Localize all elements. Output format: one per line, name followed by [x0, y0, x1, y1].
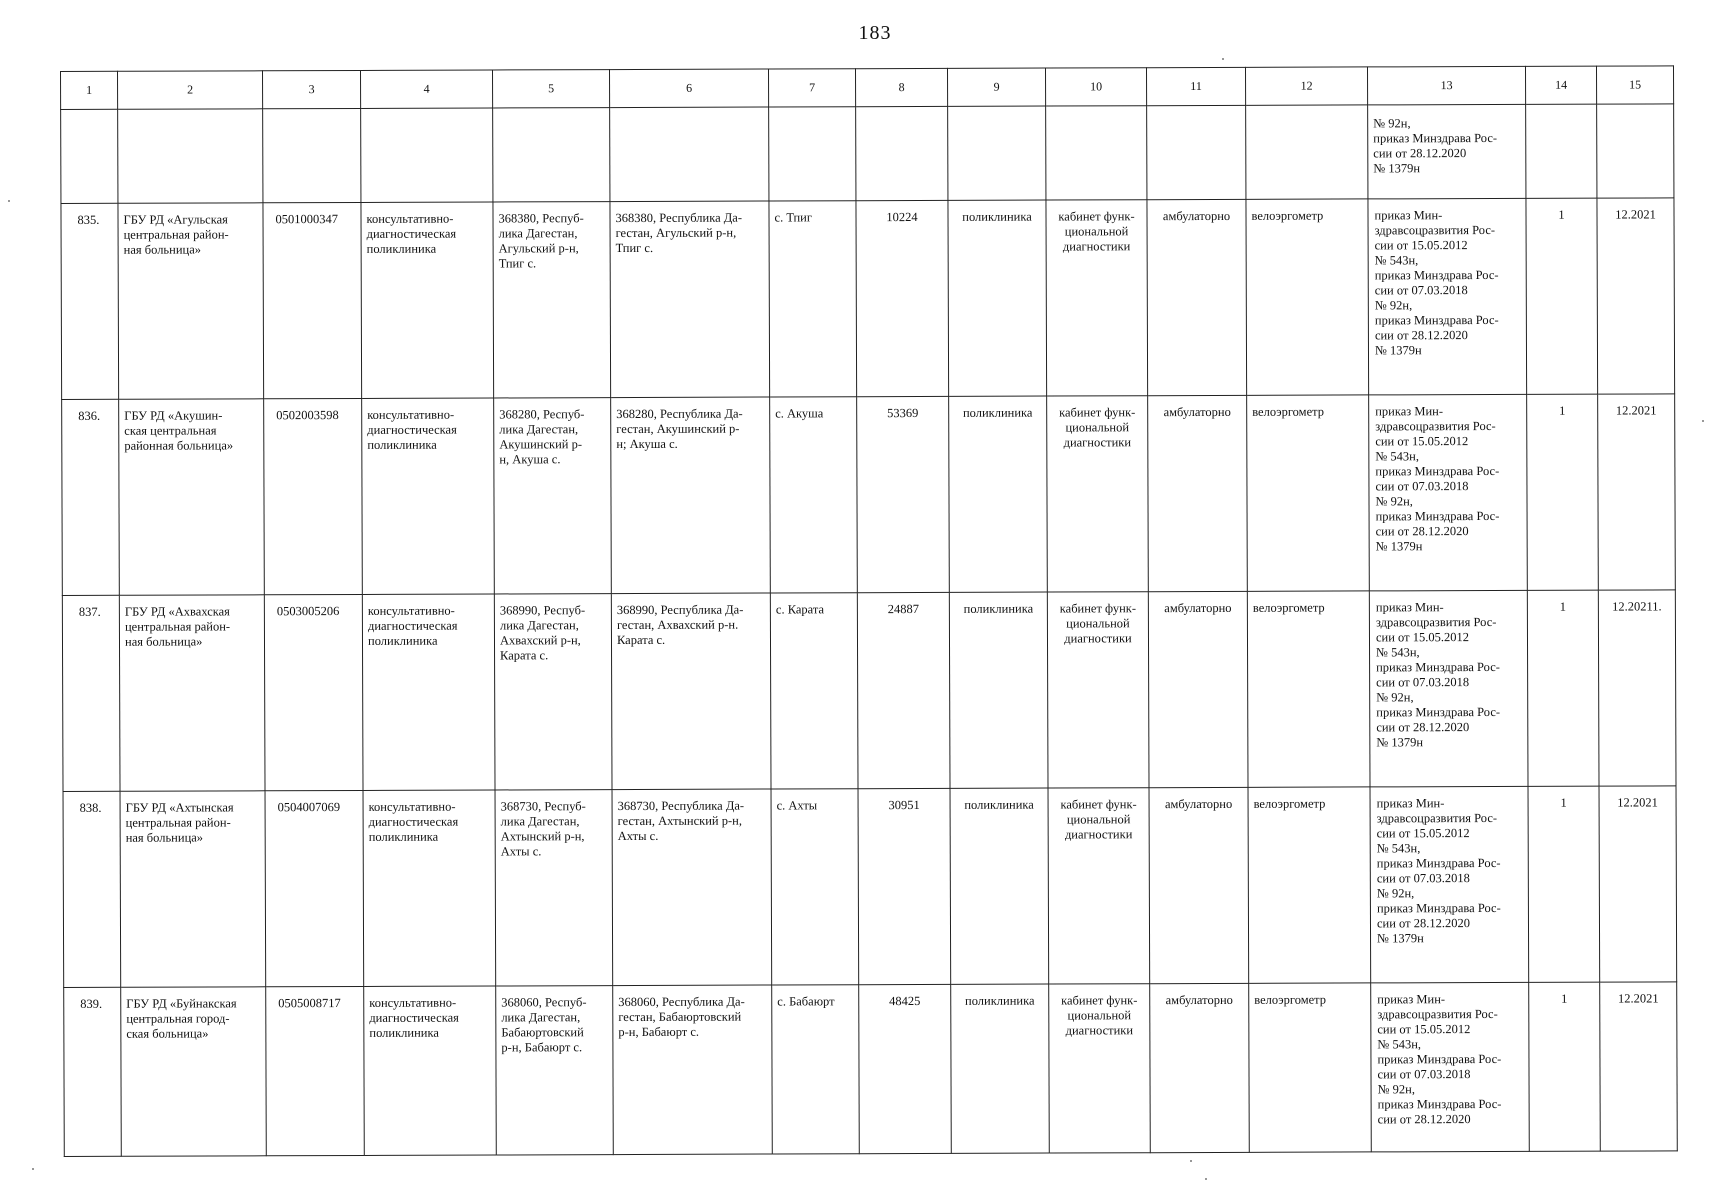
room-cell: кабинет функ- циональной диагностики: [1047, 396, 1149, 592]
table-row: [63, 786, 1677, 988]
quantity-cell: 1: [1529, 982, 1601, 1151]
empty-cell: [493, 108, 610, 202]
settlement-cell: с. Тпиг: [769, 201, 857, 397]
column-number: 3: [263, 70, 361, 108]
settlement-cell: с. Ахты: [771, 789, 859, 985]
date-cell: 12.20211.: [1598, 590, 1676, 786]
code-cell: 0502003598: [264, 398, 363, 594]
column-number: 9: [947, 68, 1045, 106]
empty-cell: [361, 108, 493, 202]
column-number: 8: [855, 68, 947, 106]
address-full-cell: 368060, Республика Да- гестан, Бабаюртовский р-н, Бабаюрт с.: [613, 985, 773, 1155]
order-cell: приказ Мин- здравсоцразвития Рос- сии от 15.05.2012 № 543н, приказ Минздрава Рос- сии от 07.03.2018 № 92н, приказ Минздрава Рос- сии от 28.12.2020 № 1379н: [1369, 590, 1528, 787]
population-cell: 10224: [856, 200, 949, 396]
scan-speck: [1205, 1178, 1207, 1180]
column-number: 5: [492, 70, 609, 108]
unit-cell: поликлиника: [951, 984, 1050, 1153]
empty-cell: [1147, 105, 1246, 199]
order-cell: № 92н, приказ Минздрава Рос- сии от 28.12.2020 № 1379н: [1368, 104, 1526, 199]
column-number: 6: [609, 69, 768, 108]
address-full-cell: 368990, Республика Да- гестан, Ахвахский р-н. Карата с.: [611, 593, 771, 790]
column-number: 2: [118, 71, 263, 110]
address-full-cell: 368380, Республика Да- гестан, Агульский р-н, Тпиг с.: [610, 201, 770, 398]
quantity-cell: 1: [1526, 198, 1598, 394]
empty-cell: [1597, 104, 1674, 198]
unit-cell: поликлиника: [950, 788, 1049, 984]
row-number: 838.: [63, 791, 121, 987]
column-number: 15: [1596, 66, 1673, 104]
empty-cell: [1246, 105, 1368, 199]
column-number: 13: [1367, 66, 1525, 105]
organization-cell: ГБУ РД «Ахвахская центральная район- ная больница»: [119, 595, 265, 792]
table-row: [62, 394, 1676, 596]
column-number: 10: [1045, 68, 1146, 106]
order-cell: приказ Мин- здравсоцразвития Рос- сии от 15.05.2012 № 543н, приказ Минздрава Рос- сии от 07.03.2018 № 92н, приказ Минздрава Рос- сии от 28.12.2020 № 1379н: [1369, 394, 1528, 591]
column-number: 1: [61, 71, 118, 109]
date-cell: 12.2021: [1600, 982, 1678, 1151]
code-cell: 0505008717: [266, 986, 365, 1155]
scan-speck: [1222, 58, 1224, 60]
empty-cell: [1526, 104, 1597, 198]
mode-cell: амбулаторно: [1148, 395, 1248, 591]
column-number: 4: [360, 70, 492, 108]
quantity-cell: 1: [1528, 786, 1600, 982]
equipment-cell: велоэргометр: [1247, 395, 1370, 591]
organization-cell: ГБУ РД «Агульская центральная район- ная больница»: [118, 203, 264, 400]
settlement-cell: с. Карата: [770, 593, 858, 789]
order-cell: приказ Мин- здравсоцразвития Рос- сии от 15.05.2012 № 543н, приказ Минздрава Рос- сии от 07.03.2018 № 92н, приказ Минздрава Рос- сии от 28.12.2020 № 1379н: [1370, 786, 1529, 983]
population-cell: 48425: [859, 984, 952, 1153]
empty-cell: [263, 108, 361, 202]
register-table: [60, 65, 1678, 1157]
population-cell: 30951: [858, 788, 951, 984]
column-number: 11: [1146, 67, 1245, 105]
organization-cell: ГБУ РД «Буйнакская центральная город- ская больница»: [121, 987, 267, 1157]
empty-cell: [61, 109, 118, 203]
row-number: 839.: [64, 987, 122, 1156]
room-cell: кабинет функ- циональной диагностики: [1046, 200, 1148, 396]
unit-cell: поликлиника: [949, 396, 1048, 592]
scan-speck: [1702, 420, 1704, 422]
room-cell: кабинет функ- циональной диагностики: [1047, 592, 1149, 788]
population-cell: 53369: [857, 396, 950, 592]
code-cell: 0503005206: [264, 594, 363, 790]
address-cell: 368730, Респуб- лика Дагестан, Ахтынский р-н, Ахты с.: [495, 790, 613, 986]
equipment-cell: велоэргометр: [1248, 787, 1371, 983]
empty-cell: [769, 107, 856, 201]
mode-cell: амбулаторно: [1150, 983, 1250, 1152]
empty-cell: [1046, 106, 1147, 200]
settlement-cell: с. Бабаюрт: [772, 985, 860, 1154]
organization-cell: ГБУ РД «Ахтынская центральная район- ная больница»: [120, 791, 266, 988]
code-cell: 0501000347: [263, 202, 362, 398]
equipment-cell: велоэргометр: [1247, 591, 1370, 787]
scan-speck: [1190, 1160, 1192, 1162]
room-cell: кабинет функ- циональной диагностики: [1048, 788, 1150, 984]
population-cell: 24887: [857, 592, 950, 788]
continuation-row: [61, 104, 1674, 204]
empty-cell: [610, 107, 769, 202]
unit-cell: поликлиника: [949, 592, 1048, 788]
address-full-cell: 368280, Республика Да- гестан, Акушинский р- н; Акуша с.: [611, 397, 771, 594]
equipment-cell: велоэргометр: [1249, 983, 1372, 1152]
address-full-cell: 368730, Республика Да- гестан, Ахтынский р-н, Ахты с.: [612, 789, 772, 986]
mode-cell: амбулаторно: [1149, 787, 1249, 983]
row-number: 837.: [62, 595, 120, 791]
equipment-cell: велоэргометр: [1246, 199, 1369, 395]
quantity-cell: 1: [1527, 590, 1599, 786]
scan-speck: [32, 1168, 34, 1170]
address-cell: 368280, Респуб- лика Дагестан, Акушинский р- н, Акуша с.: [494, 398, 612, 594]
empty-cell: [948, 106, 1046, 200]
room-cell: кабинет функ- циональной диагностики: [1049, 984, 1151, 1153]
date-cell: 12.2021: [1599, 786, 1677, 982]
column-number: 14: [1525, 66, 1596, 104]
facility-type-cell: консультативно- диагностическая поликлиника: [363, 790, 496, 986]
column-number-row: [61, 66, 1674, 110]
quantity-cell: 1: [1527, 394, 1599, 590]
mode-cell: амбулаторно: [1148, 591, 1248, 787]
row-number: 835.: [61, 203, 119, 399]
facility-type-cell: консультативно- диагностическая поликлиника: [362, 594, 495, 790]
scan-speck: [8, 200, 10, 202]
empty-cell: [856, 106, 948, 200]
mode-cell: амбулаторно: [1147, 199, 1247, 395]
table-row: [64, 982, 1678, 1157]
page-number: 183: [858, 22, 892, 44]
column-number: 12: [1245, 67, 1367, 105]
address-cell: 368990, Респуб- лика Дагестан, Ахвахский р-н, Карата с.: [494, 594, 612, 790]
code-cell: 0504007069: [265, 790, 364, 986]
row-number: 836.: [62, 399, 120, 595]
table-row: [62, 590, 1676, 792]
organization-cell: ГБУ РД «Акушин- ская центральная районная больница»: [119, 399, 265, 596]
date-cell: 12.2021: [1598, 394, 1676, 590]
column-number: 7: [768, 69, 855, 107]
date-cell: 12.2021: [1597, 198, 1675, 394]
order-cell: приказ Мин- здравсоцразвития Рос- сии от 15.05.2012 № 543н, приказ Минздрава Рос- сии от 07.03.2018 № 92н, приказ Минздрава Рос- сии от 28.12.2020 № 1379н: [1368, 198, 1527, 395]
table-row: [61, 198, 1675, 400]
facility-type-cell: консультативно- диагностическая поликлиника: [361, 202, 494, 398]
facility-type-cell: консультативно- диагностическая поликлиника: [364, 986, 497, 1155]
facility-type-cell: консультативно- диагностическая поликлиника: [362, 398, 495, 594]
settlement-cell: с. Акуша: [770, 397, 858, 593]
address-cell: 368060, Респуб- лика Дагестан, Бабаюртовский р-н, Бабаюрт с.: [496, 986, 614, 1155]
address-cell: 368380, Респуб- лика Дагестан, Агульский р-н, Тпиг с.: [493, 202, 611, 398]
unit-cell: поликлиника: [948, 200, 1047, 396]
order-cell: приказ Мин- здравсоцразвития Рос- сии от 15.05.2012 № 543н, приказ Минздрава Рос- сии от 07.03.2018 № 92н, приказ Минздрава Рос- сии от 28.12.2020: [1371, 982, 1530, 1152]
empty-cell: [118, 109, 263, 204]
